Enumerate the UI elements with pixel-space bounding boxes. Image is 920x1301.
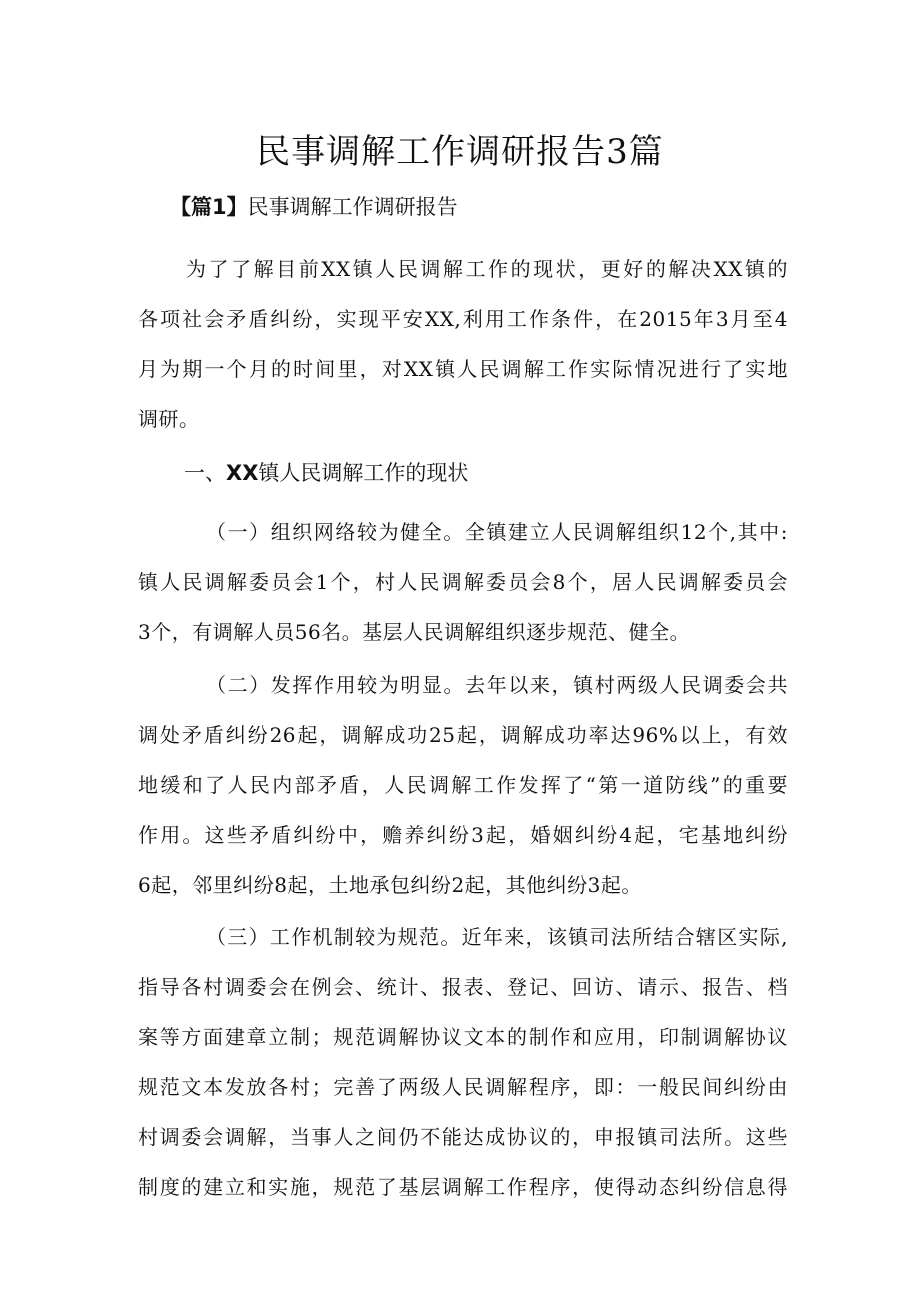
paragraph-line: 村调委会调解，当事人之间仍不能达成协议的，申报镇司法所。这些 <box>138 1125 788 1149</box>
paragraph-line: （三）工作机制较为规范。近年来，该镇司法所结合辖区实际, <box>206 925 788 949</box>
section-label-head: 【篇1】 <box>170 195 248 219</box>
paragraph-line: 指导各村调委会在例会、统计、报表、登记、回访、请示、报告、档 <box>138 975 788 999</box>
paragraph-line: 案等方面建章立制；规范调解协议文本的制作和应用，印制调解协议 <box>138 1025 788 1049</box>
document-title: 民事调解工作调研报告3篇 <box>256 132 664 172</box>
paragraph-line: 地缓和了人民内部矛盾，人民调解工作发挥了“第一道防线”的重要 <box>138 773 788 797</box>
paragraph-line: 作用。这些矛盾纠纷中，赡养纠纷3起，婚姻纠纷4起，宅基地纠纷 <box>138 823 788 847</box>
paragraph-line: （一）组织网络较为健全。全镇建立人民调解组织12个,其中: <box>206 520 788 544</box>
section-label-text: 民事调解工作调研报告 <box>247 195 458 219</box>
paragraph-line: 6起，邻里纠纷8起，土地承包纠纷2起，其他纠纷3起。 <box>138 873 642 897</box>
paragraph-line: 各项社会矛盾纠纷，实现平安XX,利用工作条件，在2015年3月至4 <box>138 307 788 331</box>
paragraph-line: 规范文本发放各村；完善了两级人民调解程序，即：一般民间纠纷由 <box>138 1075 788 1099</box>
paragraph-mechanism <box>138 912 788 1212</box>
intro-paragraph <box>138 244 788 444</box>
paragraph-line: 调研。 <box>138 407 200 431</box>
section-label <box>170 190 458 224</box>
paragraph-line: 为了了解目前XX镇人民调解工作的现状，更好的解决XX镇的 <box>186 257 788 281</box>
paragraph-effect <box>138 660 788 910</box>
paragraph-line: 镇人民调解委员会1个，村人民调解委员会8个，居人民调解委员会 <box>138 570 788 594</box>
paragraph-line: （二）发挥作用较为明显。去年以来，镇村两级人民调委会共 <box>206 673 788 697</box>
paragraph-line: 月为期一个月的时间里，对XX镇人民调解工作实际情况进行了实地 <box>138 357 788 381</box>
heading-prefix: 一、 <box>184 461 226 485</box>
heading-xx: XX <box>226 461 259 485</box>
paragraph-line: 调处矛盾纠纷26起，调解成功25起，调解成功率达96%以上，有效 <box>138 723 788 747</box>
paragraph-line: 制度的建立和实施，规范了基层调解工作程序，使得动态纠纷信息得 <box>138 1175 788 1199</box>
section-heading <box>184 456 468 490</box>
heading-rest: 镇人民调解工作的现状 <box>258 461 469 485</box>
paragraph-line: 3个，有调解人员56名。基层人民调解组织逐步规范、健全。 <box>138 620 691 644</box>
paragraph-organization <box>138 507 788 657</box>
